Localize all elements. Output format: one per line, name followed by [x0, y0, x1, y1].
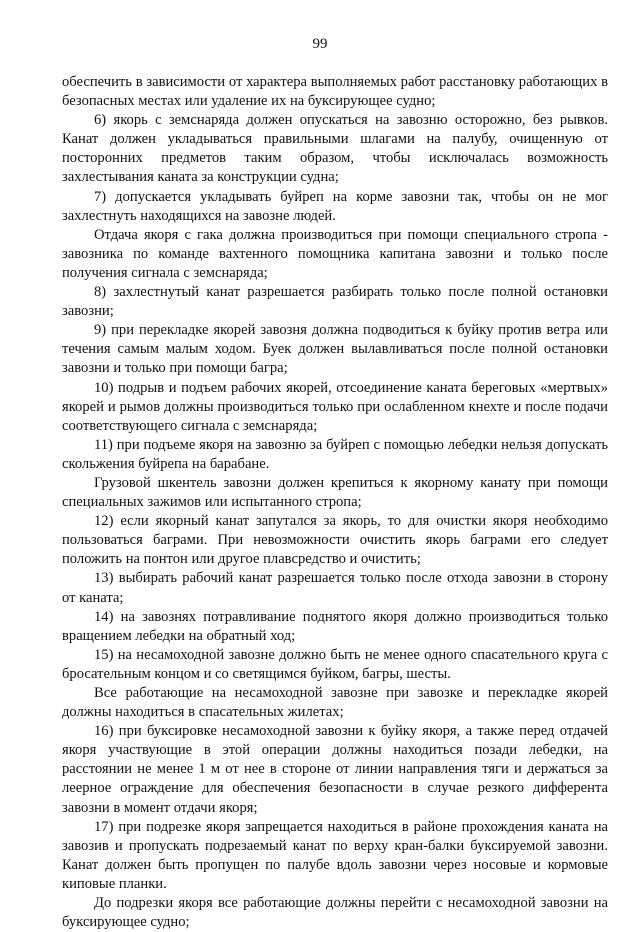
paragraph: 15) на несамоходной завозне должно быть не менее одного спасательного круга с бросательным концом и со светящимся буйком, багры, шесты.	[62, 646, 608, 682]
paragraph: 13) выбирать рабочий канат разрешается только после отхода завозни в сторону от каната;	[62, 570, 608, 606]
paragraph: 7) допускается укладывать буйреп на корме завозни так, чтобы он не мог захлестнуть находящихся на завозне людей.	[62, 188, 608, 224]
paragraph: 10) подрыв и подъем рабочих якорей, отсоединение каната береговых «мертвых» якорей и рымов должны производиться только при ослабленном кнехте и после подачи соответствующего сигнала с земснаряда;	[62, 379, 608, 434]
document-body	[62, 73, 608, 932]
paragraph: обеспечить в зависимости от характера выполняемых работ расстановку работающих в безопасных местах или удаление их на буксирующее судно;	[62, 74, 608, 110]
paragraph: 11) при подъеме якоря на завозню за буйреп с помощью лебедки нельзя допускать скольжения буйрепа на барабане.	[62, 436, 608, 472]
paragraph: 16) при буксировке несамоходной завозни к буйку якоря, а также перед отдачей якоря участвующие в этой операции должны находиться позади лебедки, на расстоянии не менее 1 м от нее в стороне от линии направления тяги и держаться за леерное ограждение для обеспечения безопасности в случае резкого дифферента завозни в момент отдачи якоря;	[62, 723, 608, 816]
paragraph: Отдача якоря с гака должна производиться при помощи специального стропа - завозника по команде вахтенного помощника капитана завозни и только после получения сигнала с земснаряда;	[62, 226, 608, 281]
paragraph: 17) при подрезке якоря запрещается находиться в районе прохождения каната на завозив и пропускать подрезаемый канат по верху кран-балки буксируемой завозни. Канат должен быть пропущен по палубе вдоль завозни через носовые и кормовые киповые планки.	[62, 818, 608, 892]
paragraph: 12) если якорный канат запутался за якорь, то для очистки якоря необходимо пользоваться баграми. При невозможности очистить якорь баграми его следует положить на понтон или другое плавсредство и очистить;	[62, 513, 608, 568]
paragraph: 8) захлестнутый канат разрешается разбирать только после полной остановки завозни;	[62, 284, 608, 320]
paragraph: Грузовой шкентель завозни должен крепиться к якорному канату при помощи специальных зажимов или испытанного стропа;	[62, 474, 608, 511]
paragraph: 9) при перекладке якорей завозня должна подводиться к буйку против ветра или течения самым малым ходом. Буек должен вылавливаться после полной остановки завозни и только при помощи багра;	[62, 322, 608, 377]
page-number: 99	[312, 36, 328, 52]
paragraph: До подрезки якоря все работающие должны перейти с несамоходной завозни на буксирующее судно;	[62, 895, 608, 931]
paragraph: 6) якорь с земснаряда должен опускаться на завозню осторожно, без рывков. Канат должен укладываться правильными шлагами на палубу, очищенную от посторонних предметов таким образом, чтобы исключалась возможность захлестывания каната за конструкции судна;	[62, 112, 608, 186]
paragraph: Все работающие на несамоходной завозне при завозке и перекладке якорей должны находиться в спасательных жилетах;	[62, 685, 608, 721]
paragraph: 14) на завознях потравливание поднятого якоря должно производиться только вращением лебедки на обратный ход;	[62, 608, 608, 644]
